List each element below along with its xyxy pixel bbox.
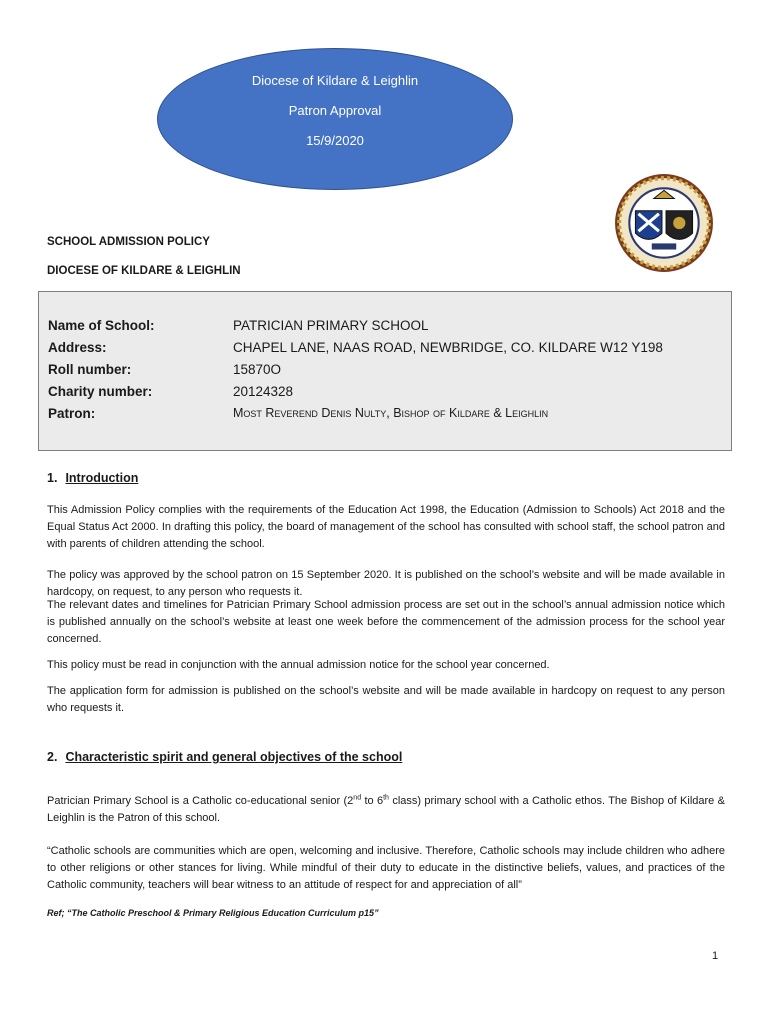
charity-number-label: Charity number: <box>48 384 153 399</box>
section-1-paragraph: The application form for admission is published on the school’s website and will be made available in hardcopy on request to any person who requests it. <box>47 685 725 714</box>
stamp-date-text: 15/9/2020 <box>306 133 364 148</box>
diocese-crest-icon <box>613 172 715 274</box>
catholic-schools-quote: “Catholic schools are communities which are open, welcoming and inclusive. Therefore, Catholic schools may include children who adhere to other religions or other stances for living. While mindful of their duty to educate in the distinctive beliefs, values, and practices of the Catholic community, teachers will bear witness to an attitude of respect for and appreciation of all” <box>47 845 725 891</box>
section-1-paragraph: The policy was approved by the school patron on 15 September 2020. It is published on the school’s website and will be made available in hardcopy, on request, to any person who requests it. <box>47 569 725 598</box>
roll-number-label: Roll number: <box>48 362 132 377</box>
school-name-value: PATRICIAN PRIMARY SCHOOL <box>233 318 429 333</box>
section-2-title: Characteristic spirit and general objectives of the school <box>65 750 403 764</box>
section-1-title: Introduction <box>65 471 139 485</box>
charity-number-value: 20124328 <box>233 384 294 399</box>
section-2-number: 2. <box>47 750 58 764</box>
section-1-number: 1. <box>47 471 58 485</box>
address-value: CHAPEL LANE, NAAS ROAD, NEWBRIDGE, CO. KILDARE W12 Y198 <box>233 340 663 355</box>
section-1-heading <box>47 471 138 485</box>
page-number: 1 <box>712 950 719 962</box>
patron-approval-stamp <box>157 48 513 190</box>
address-label: Address: <box>48 340 107 355</box>
section-2-heading <box>47 750 402 764</box>
patron-value: Most Reverend Denis Nulty, Bishop of Kildare & Leighlin <box>233 406 549 420</box>
stamp-approval-text: Patron Approval <box>288 103 382 118</box>
stamp-diocese-text: Diocese of Kildare & Leighlin <box>251 73 419 88</box>
school-info-box <box>38 291 732 451</box>
roll-number-value: 15870O <box>233 362 282 377</box>
school-name-label: Name of School: <box>48 318 155 333</box>
section-1-paragraph: The relevant dates and timelines for Patrician Primary School admission process are set out in the school’s annual admission notice which is published annually on the school’s website at least one week before the commencement of the admission process for the school year concerned. <box>47 599 725 645</box>
policy-title: SCHOOL ADMISSION POLICY <box>47 236 210 248</box>
section-1-paragraph: This Admission Policy complies with the requirements of the Education Act 1998, the Education (Admission to Schools) Act 2018 and the Equal Status Act 2000. In drafting this policy, the board of management of the school has consulted with school staff, the school patron and with parents of children attending the school. <box>47 504 725 550</box>
diocese-title: DIOCESE OF KILDARE & LEIGHLIN <box>47 265 241 277</box>
section-2-paragraph: Patrician Primary School is a Catholic co-educational senior (2nd to 6th class) primary school with a Catholic ethos. The Bishop of Kildare & Leighlin is the Patron of this school. <box>47 794 725 824</box>
section-1-paragraph: This policy must be read in conjunction with the annual admission notice for the school year concerned. <box>47 659 550 671</box>
patron-label: Patron: <box>48 406 96 421</box>
quote-reference: Ref; “The Catholic Preschool & Primary Religious Education Curriculum p15” <box>47 908 379 918</box>
